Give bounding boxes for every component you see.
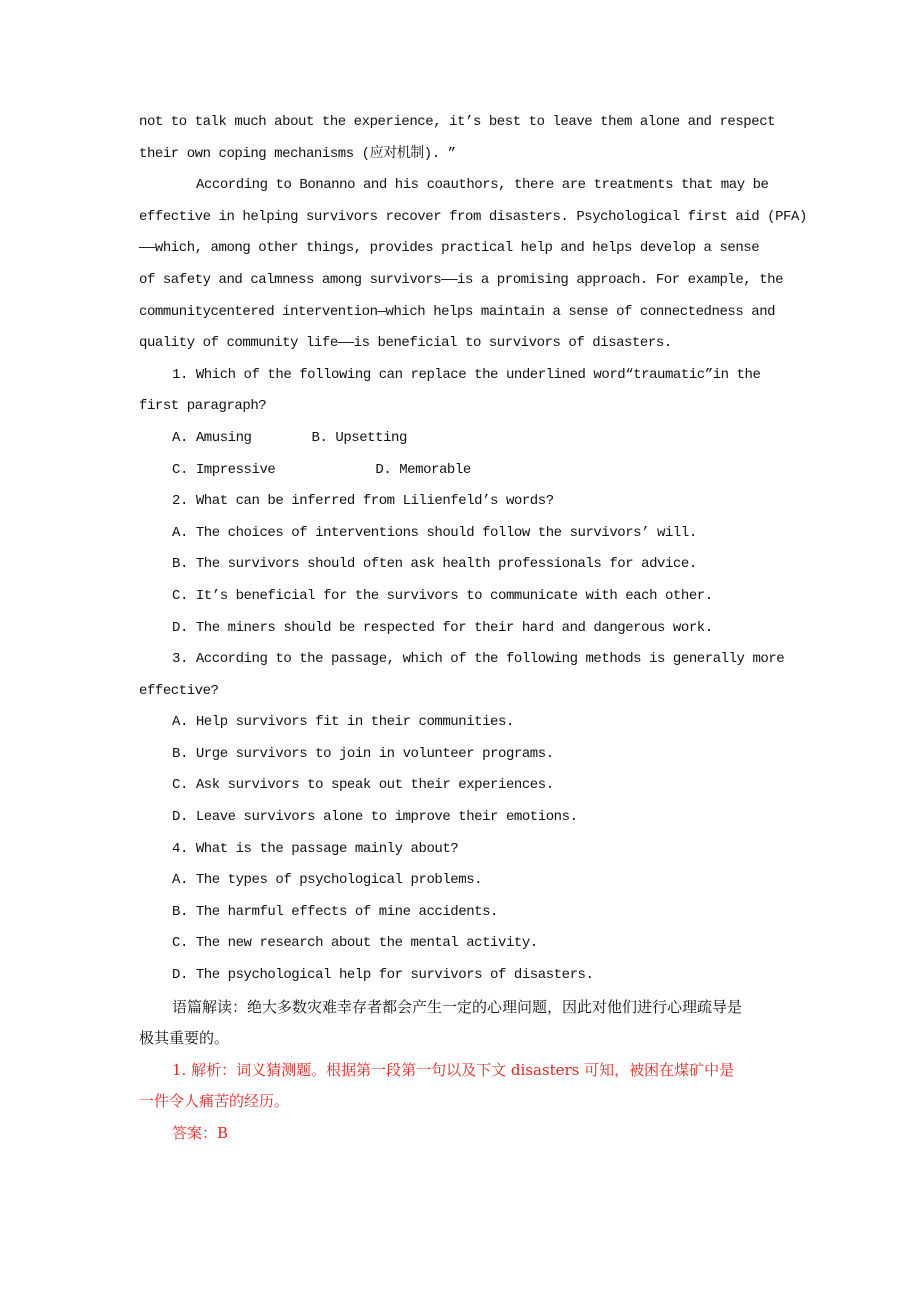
option-row [139, 455, 809, 487]
question-stem: 2. What can be inferred from Lilienfeld’s words? [172, 493, 554, 510]
passage-line: effective in helping survivors recover from disasters. Psychological first aid (PFA) [139, 208, 807, 225]
analysis-line: 一件令人痛苦的经历。 [139, 1092, 290, 1111]
option: A. The types of psychological problems. [172, 872, 483, 889]
option: A. Help survivors fit in their communities. [172, 714, 514, 731]
option: B. Urge survivors to join in volunteer programs. [172, 745, 554, 762]
analysis-line: 1. 解析：词义猜测题。根据第一段第一句以及下文 disasters 可知，被困在煤矿中是 [172, 1060, 735, 1079]
passage-line: communitycentered intervention—which helps maintain a sense of connectedness and [139, 303, 776, 320]
option: D. The miners should be respected for their hard and dangerous work. [172, 619, 713, 636]
document-page [139, 107, 809, 1150]
question-stem: effective? [139, 682, 219, 699]
question-stem: 4. What is the passage mainly about? [172, 840, 459, 857]
passage-line: According to Bonanno and his coauthors, there are treatments that may be [196, 177, 769, 194]
option-a: A. Amusing [172, 429, 252, 446]
option: D. Leave survivors alone to improve their emotions. [172, 809, 578, 826]
question-stem: first paragraph? [139, 398, 267, 415]
passage-line: quality of community life——is beneficial to survivors of disasters. [139, 335, 672, 352]
answer-line: 答案：B [172, 1124, 229, 1142]
option: C. Ask survivors to speak out their experiences. [172, 777, 554, 794]
option-b: B. Upsetting [311, 429, 407, 446]
passage-line: of safety and calmness among survivors——is a promising approach. For example, the [139, 271, 784, 288]
option-d: D. Memorable [375, 461, 471, 478]
passage-line: not to talk much about the experience, it’s best to leave them alone and respect [139, 114, 776, 130]
question-stem: 1. Which of the following can replace the underlined word“traumatic”in the [172, 366, 761, 383]
passage-line: ——which, among other things, provides practical help and helps develop a sense [139, 240, 760, 257]
option-row [139, 423, 809, 455]
option: A. The choices of interventions should follow the survivors’ will. [172, 524, 697, 541]
option: B. The harmful effects of mine accidents. [172, 903, 499, 920]
option: D. The psychological help for survivors of disasters. [172, 967, 594, 984]
option: C. The new research about the mental activity. [172, 935, 538, 952]
passage-line: their own coping mechanisms (应对机制). ” [139, 145, 456, 162]
option: C. It’s beneficial for the survivors to communicate with each other. [172, 587, 713, 604]
summary-line: 语篇解读：绝大多数灾难幸存者都会产生一定的心理问题，因此对他们进行心理疏导是 [172, 997, 743, 1016]
question-stem: 3. According to the passage, which of the following methods is generally more [172, 651, 785, 668]
summary-line: 极其重要的。 [139, 1029, 230, 1048]
option: B. The survivors should often ask health professionals for advice. [172, 556, 697, 573]
option-c: C. Impressive [172, 461, 276, 478]
